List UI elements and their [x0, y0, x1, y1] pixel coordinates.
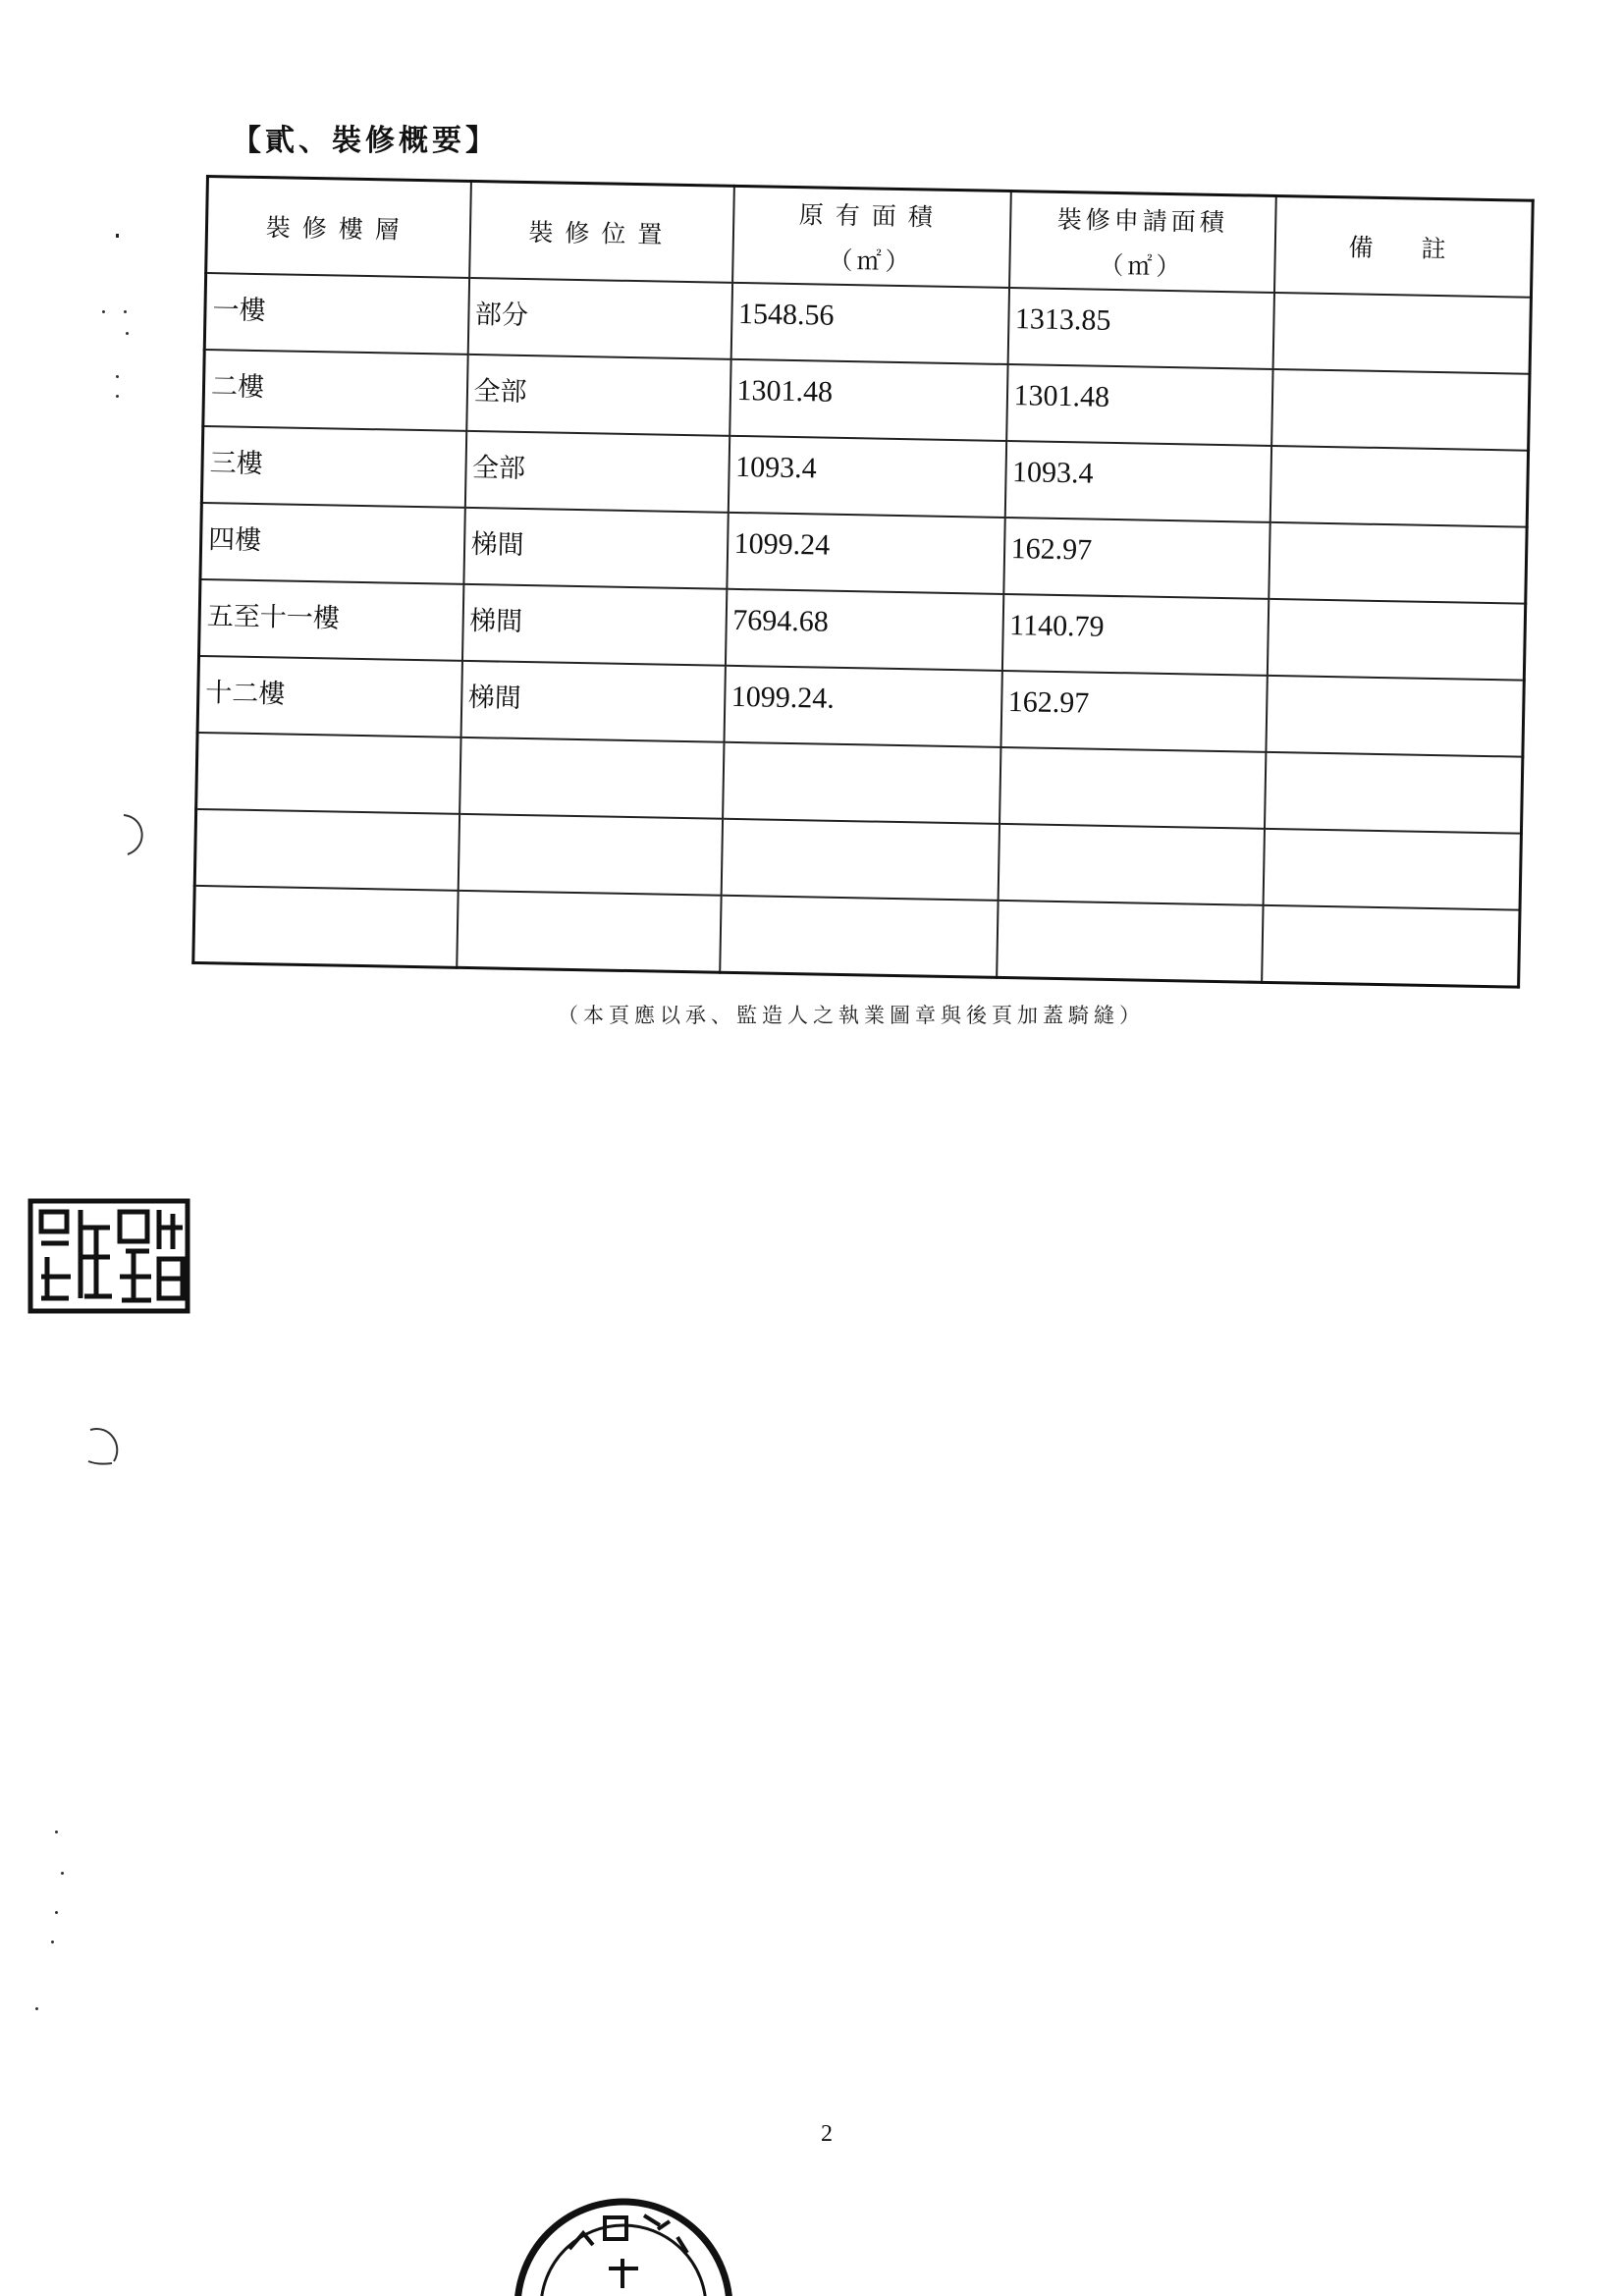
cell-position: [463, 508, 728, 589]
seal-stamp-left: [27, 1198, 190, 1314]
cell-floor: [199, 579, 463, 661]
cell-text: 162.97: [1007, 685, 1090, 720]
cell-original-area: [728, 436, 1005, 518]
cell-text: 二樓: [210, 371, 265, 404]
cell-position: [458, 814, 722, 896]
cell-text: 1099.24.: [730, 680, 836, 715]
cell-remarks: [1266, 676, 1524, 757]
cell-text: [1000, 825, 1263, 844]
cell-floor: [197, 656, 461, 738]
cell-text: [725, 743, 1000, 762]
renovation-summary-table-wrapper: [191, 175, 1535, 989]
cell-text: 五至十一樓: [206, 601, 341, 634]
scan-speck: [124, 310, 127, 313]
cell-text: [1001, 748, 1265, 767]
cell-text: [459, 815, 721, 834]
cell-text: 梯間: [467, 682, 522, 714]
cell-text: 1301.48: [736, 373, 834, 409]
cell-text: 1093.4: [734, 450, 817, 485]
cell-applied-area: [1000, 671, 1267, 752]
cell-applied-area: [997, 901, 1263, 982]
cell-text: [461, 738, 723, 757]
cell-floor: [201, 426, 465, 508]
page-number: 2: [821, 2121, 833, 2147]
cell-text: [459, 892, 720, 910]
scan-speck: [116, 395, 119, 398]
cell-text: 部分: [474, 300, 529, 332]
scan-speck: [55, 1831, 58, 1833]
cell-position: [460, 661, 725, 742]
header-applied-area: [1009, 191, 1276, 293]
cell-text: 三樓: [209, 448, 263, 480]
scan-speck: [61, 1872, 64, 1875]
cell-text: 162.97: [1010, 532, 1093, 567]
scan-mark: [116, 234, 119, 238]
cell-original-area: [729, 359, 1007, 441]
cell-original-area: [727, 513, 1004, 594]
scan-speck: [51, 1941, 54, 1943]
seal-stamp-bottom: [511, 2160, 736, 2296]
cell-position: [466, 355, 730, 436]
scan-speck: [126, 332, 129, 335]
cell-text: 1093.4: [1011, 456, 1094, 490]
cell-text: 梯間: [468, 605, 523, 637]
cell-text: [1274, 294, 1530, 312]
cell-original-area: [725, 589, 1002, 671]
cell-applied-area: [998, 824, 1264, 905]
cell-remarks: [1263, 829, 1521, 910]
cell-position: [467, 278, 731, 359]
footnote: （本頁應以承、監造人之執業圖章與後頁加蓋騎縫）: [558, 1004, 1145, 1027]
cell-floor: [203, 350, 467, 431]
cell-text: 7694.68: [731, 603, 830, 638]
cell-text: [722, 897, 997, 915]
cell-remarks: [1272, 293, 1531, 374]
header-applied-area-unit: （㎡）: [1099, 250, 1185, 282]
cell-text: 一樓: [212, 295, 266, 327]
section-title: 【貳、裝修概要】: [232, 124, 499, 158]
cell-applied-area: [1004, 441, 1270, 522]
scan-speck: [116, 375, 119, 378]
cell-text: [197, 810, 459, 829]
cell-text: 全部: [473, 376, 527, 409]
cell-text: 1313.85: [1014, 302, 1111, 337]
cell-floor: [204, 273, 468, 355]
table-body: [193, 273, 1532, 987]
binding-hole-mark: [81, 1422, 130, 1469]
cell-floor: [196, 733, 460, 814]
cell-original-area: [723, 742, 1000, 824]
cell-text: [1265, 830, 1520, 848]
cell-floor: [193, 886, 458, 967]
header-position: 裝修位置: [469, 181, 734, 282]
cell-text: [1271, 447, 1527, 465]
cell-text: [723, 820, 998, 839]
cell-text: 十二樓: [205, 678, 286, 710]
cell-text: 1099.24: [733, 526, 831, 562]
scan-speck: [55, 1911, 58, 1914]
cell-text: [999, 902, 1262, 920]
cell-text: [198, 734, 459, 752]
cell-remarks: [1270, 446, 1528, 527]
cell-text: [195, 887, 457, 905]
cell-remarks: [1267, 599, 1525, 681]
cell-text: [1268, 677, 1523, 695]
cell-applied-area: [1006, 364, 1272, 446]
cell-remarks: [1262, 905, 1520, 987]
cell-text: 1548.56: [737, 297, 835, 332]
cell-floor: [200, 503, 464, 584]
cell-original-area: [724, 666, 1001, 747]
cell-applied-area: [1001, 594, 1268, 676]
cell-position: [457, 891, 721, 972]
cell-position: [461, 584, 726, 666]
cell-text: 四樓: [207, 524, 262, 557]
cell-text: 1140.79: [1008, 609, 1105, 643]
cell-text: 全部: [471, 453, 526, 485]
binding-hole-mark: [116, 811, 155, 858]
cell-text: 梯間: [470, 529, 524, 561]
cell-position: [459, 738, 724, 819]
cell-original-area: [730, 283, 1008, 364]
cell-floor: [194, 809, 459, 891]
header-applied-area-label: 裝修申請面積: [1056, 204, 1229, 238]
scan-speck: [102, 310, 105, 313]
cell-position: [464, 431, 729, 513]
cell-text: [1264, 906, 1519, 925]
cell-original-area: [720, 896, 998, 978]
header-floor: 裝修樓層: [206, 177, 471, 278]
cell-text: [1273, 370, 1529, 389]
cell-text: [1270, 523, 1526, 542]
cell-applied-area: [1000, 747, 1266, 829]
renovation-summary-table: [191, 175, 1535, 989]
cell-text: 1301.48: [1013, 379, 1110, 413]
cell-remarks: [1269, 522, 1527, 604]
cell-remarks: [1264, 752, 1522, 834]
cell-applied-area: [1003, 518, 1270, 599]
scan-speck: [35, 2007, 38, 2010]
cell-original-area: [721, 819, 999, 901]
header-remarks: 備 註: [1273, 195, 1533, 297]
header-original-area-unit: （㎡）: [828, 246, 914, 277]
header-original-area: [732, 186, 1011, 288]
cell-text: [1269, 600, 1524, 619]
cell-text: [1267, 753, 1522, 772]
cell-applied-area: [1007, 288, 1273, 369]
cell-remarks: [1271, 369, 1530, 451]
header-original-area-label: 原有面積: [798, 200, 946, 232]
